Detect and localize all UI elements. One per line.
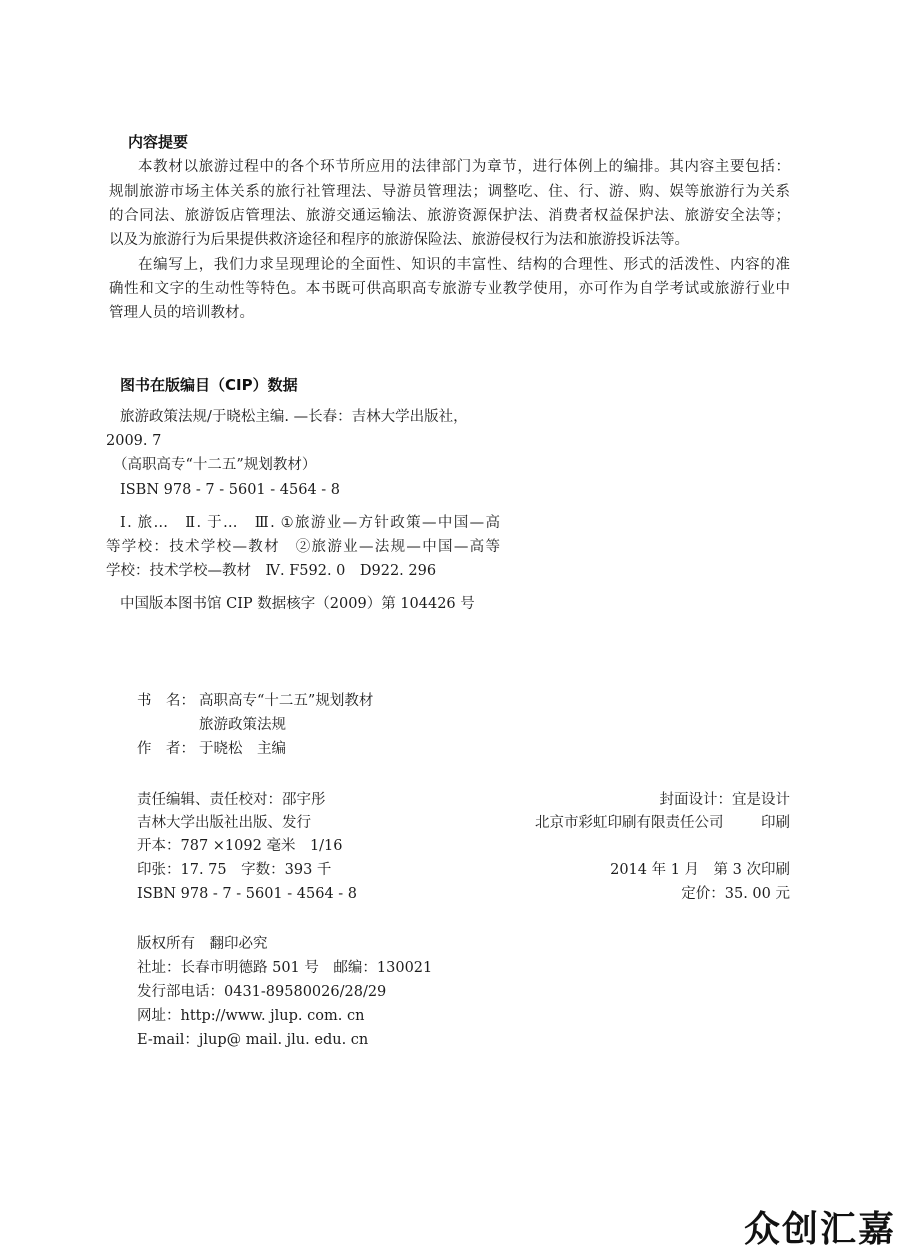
cip-record-line: 旅游政策法规/于晓松主编. —长春：吉林大学出版社， [120,409,468,425]
printer-suffix: 印刷 [761,815,790,831]
publisher-email: E-mail：jlup@ mail. jlu. edu. cn [137,1032,369,1048]
cip-subject-line: Ⅰ. 旅… Ⅱ. 于… Ⅲ. ①旅游业—方针政策—中国—高 [120,515,500,531]
cip-heading: 图书在版编目（CIP）数据 [120,376,298,394]
book-author-label: 作 者： [137,741,195,757]
book-title-label: 书 名： [137,693,195,709]
summary-line: 本教材以旅游过程中的各个环节所应用的法律部门为章节，进行体例上的编排。其内容主要包括： [138,159,790,175]
cip-subject-line: 学校：技术学校—教材 Ⅳ. F592. 0 D922. 296 [106,563,437,579]
cip-record-line: 2009. 7 [106,433,162,449]
summary-line: 规制旅游市场主体关系的旅行社管理法、导游员管理法；调整吃、住、行、游、购、娱等旅游行为关系 [109,184,790,200]
publisher-credit: 吉林大学出版社出版、发行 [137,815,311,831]
book-author: 于晓松 主编 [199,741,286,757]
watermark-logo: 众创汇嘉 [744,1209,897,1250]
summary-line: 的合同法、旅游饭店管理法、旅游交通运输法、旅游资源保护法、消费者权益保护法、旅游安全法等； [109,208,790,224]
copyright-notice: 版权所有 翻印必究 [137,936,268,952]
publisher-address: 社址：长春市明德路 501 号 邮编：130021 [137,960,433,976]
cip-isbn: ISBN 978 - 7 - 5601 - 4564 - 8 [120,482,341,498]
cip-approval: 中国版本图书馆 CIP 数据核字（2009）第 104426 号 [120,596,475,612]
summary-heading: 内容提要 [128,133,189,151]
book-isbn: ISBN 978 - 7 - 5601 - 4564 - 8 [137,886,358,902]
cover-design-credit: 封面设计：宜是设计 [659,792,790,808]
publisher-website: 网址：http://www. jlup. com. cn [137,1008,365,1024]
summary-line: 管理人员的培训教材。 [109,305,254,321]
book-series: 高职高专“十二五”规划教材 [199,693,374,709]
summary-line: 确性和文字的生动性等特色。本书既可供高职高专旅游专业教学使用，亦可作为自学考试或旅游行业中 [109,281,790,297]
cip-subject-line: 等学校：技术学校—教材 ②旅游业—法规—中国—高等 [106,539,500,555]
summary-line: 在编写上，我们力求呈现理论的全面性、知识的丰富性、结构的合理性、形式的活泼性、内容的准 [138,257,790,273]
editor-credit: 责任编辑、责任校对：邵宇彤 [137,792,326,808]
cip-record-line: （高职高专“十二五”规划教材） [113,457,317,473]
book-format: 开本：787 ×1092 毫米 1/16 [137,838,343,854]
publisher-phone: 发行部电话：0431-89580026/28/29 [137,984,387,1000]
printer-name: 北京市彩虹印刷有限责任公司 [535,815,724,831]
book-title: 旅游政策法规 [199,717,286,733]
printing-edition: 2014 年 1 月 第 3 次印刷 [610,862,790,878]
book-sheets: 印张：17. 75 字数：393 千 [137,862,332,878]
summary-line: 以及为旅游行为后果提供救济途径和程序的旅游保险法、旅游侵权行为法和旅游投诉法等。 [109,232,689,248]
book-price: 定价：35. 00 元 [681,886,790,902]
